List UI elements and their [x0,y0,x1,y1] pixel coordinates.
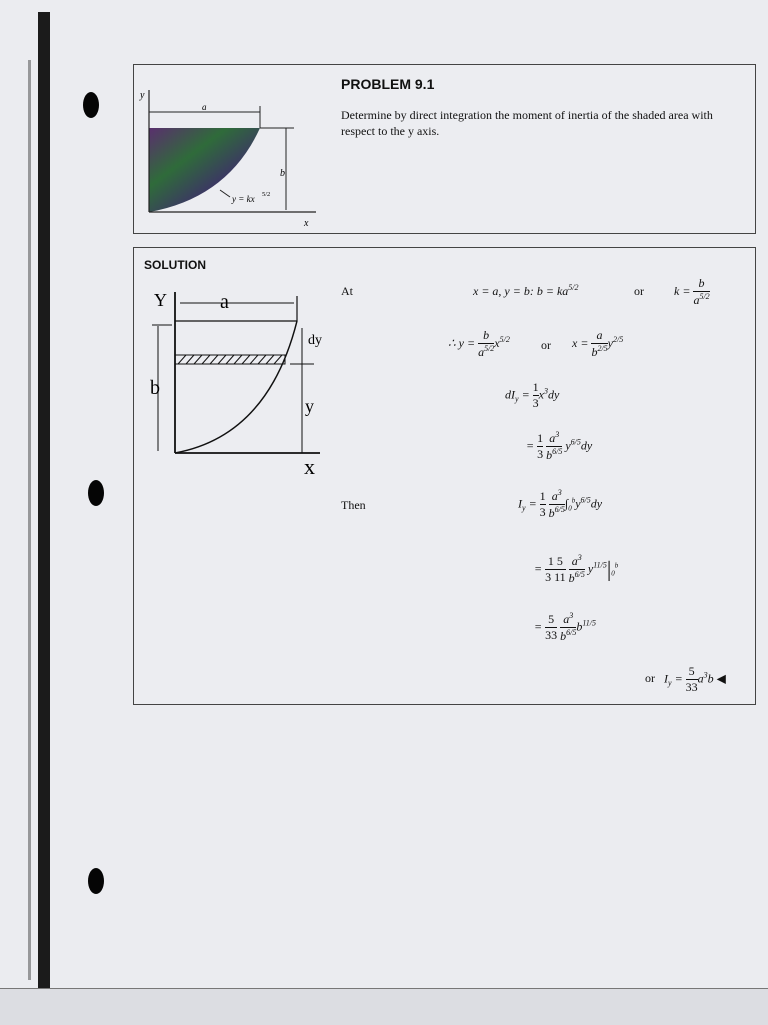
sol-dim-a-label: a [220,291,229,313]
eq-Iy-integral: $I_y$ = $\frac{1}{3}$ $\frac{a^3}{b^{6/5}}$ $\int_0^by^{6/5}dy$ [518,488,603,520]
eq-boundary: x = a, y = b: $b = ka^{5/2}$ [473,283,579,298]
problem-dim-b-label: b [280,168,285,179]
eq-dIy-sub: = $\frac{1}{3}$ $\frac{a^3}{b^{6/5}}$ $y^{6/5}dy$ [526,430,593,462]
label-then: Then [341,498,366,512]
eq-Iy-simplified: = $\frac{5}{33}$ $\frac{a^3}{b^{6/5}}$ $b^{11/5}$ [534,611,596,643]
eq-y-of-x: ∴ y = $\frac{b}{a^{5/2}}$ $x^{5/2}$ [448,328,510,359]
punch-hole [83,92,99,118]
problem-dim-a-label: a [202,102,207,112]
label-at: At [341,284,353,298]
curve-equation-label: y = kx [232,194,255,204]
problem-statement: Determine by direct integration the moment of inertia of the shaded area with respect to the y axis. [341,108,713,138]
binder-shadow [28,60,31,980]
eq-dIy: $dI_y$ = $\frac{1}{3}$ $x^3dy$ [505,380,560,410]
punch-hole [88,480,104,506]
problem-figure [136,80,326,230]
problem-axis-x-label: x [304,218,309,229]
eq-Iy-eval: = $\frac{1 5}{3 11}$ $\frac{a^3}{b^{6/5}}$ $y^{11/5}|_0^b$ [534,553,619,585]
binder-margin-line [38,12,50,994]
final-or: or [645,671,655,685]
eq1-or: or [634,284,644,298]
sol-dim-y-label: y [305,396,314,416]
sol-strip-hatch [178,355,282,364]
sol-axis-x-label: x [304,454,315,479]
page-bottom-edge [0,988,768,1025]
solution-figure [150,284,325,479]
problem-heading: PROBLEM 9.1 [341,76,435,92]
curve-equation-exponent: 5/2 [262,191,271,198]
eq-k: k = $\frac{b}{a^{5/2}}$ [674,276,710,307]
curve-leader [220,190,230,197]
sol-axis-y-label: Y [154,290,167,310]
sol-dim-dy-label: dy [308,333,322,348]
eq2-or: or [541,338,551,352]
solution-heading: SOLUTION [144,258,206,272]
sol-dim-b-label: b [150,377,160,399]
problem-axis-y-label: y [140,90,145,101]
sol-curve [175,321,297,453]
punch-hole [88,868,104,894]
eq-x-of-y: x = $\frac{a}{b^{2/5}}$ $y^{2/5}$ [572,328,624,359]
final-answer: $I_y$ = $\frac{5}{33}$ $a^3b$ ◀ [664,664,726,694]
